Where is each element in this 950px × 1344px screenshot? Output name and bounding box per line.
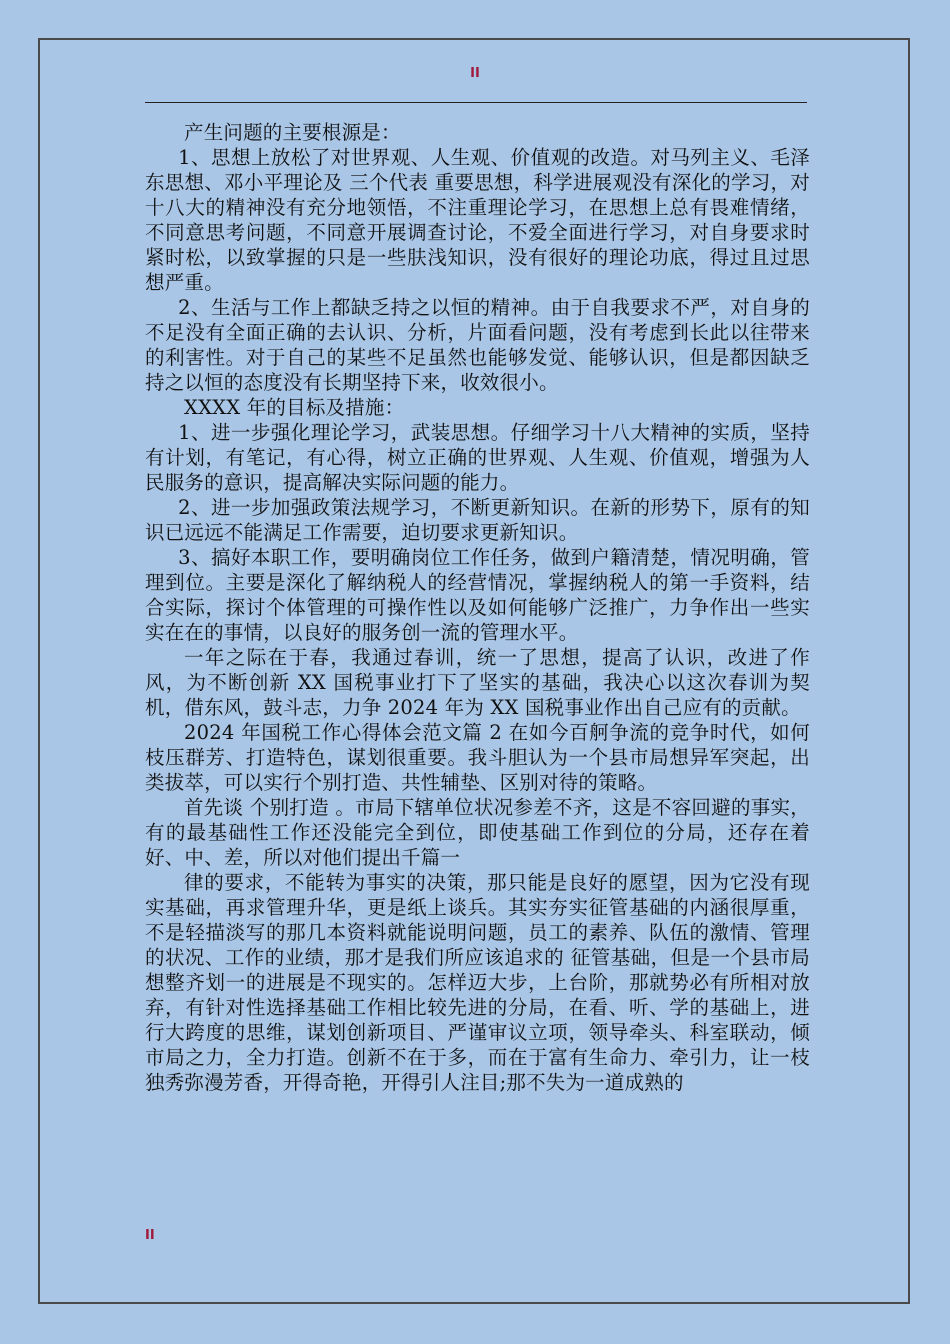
paragraph-article-2-intro: 2024 年国税工作心得体会范文篇 2 在如今百舸争流的竞争时代，如何枝压群芳、打造特色，谋划很重要。我斗胆认为一个县市局想异军突起，出类拔萃，可以实行个别打造、共性辅垫、区别对待的策略。: [145, 721, 810, 794]
paragraph-root-causes-heading: 产生问题的主要根源是：: [184, 121, 401, 144]
document-body: [145, 120, 810, 1095]
paragraph-continuation: 律的要求，不能转为事实的决策，那只能是良好的愿望，因为它没有现实基础，再求管理升华，更是纸上谈兵。其实夯实征管基础的内涵很厚重，不是轻描淡写的那几本资料就能说明问题，员工的素养、队伍的激情、管理的状况、工作的业绩，那才是我们所应该追求的 征管基础，但是一个县市局想整齐划一的进展是不现实的。怎样迈大步，上台阶，那就势必有所相对放弃，有针对性选择基础工作相比较先进的分局，在看、听、学的基础上，进行大跨度的思维，谋划创新项目、严谨审议立项，领导牵头、科室联动，倾市局之力，全力打造。创新不在于多，而在于富有生命力、牵引力，让一枝独秀弥漫芳香，开得奇艳，开得引人注目;那不失为一道成熟的: [145, 871, 810, 1094]
paragraph-goal-3: 3、搞好本职工作，要明确岗位工作任务，做到户籍清楚，情况明确，管理到位。主要是深化了解纳税人的经营情况，掌握纳税人的第一手资料，结合实际，探讨个体管理的可操作性以及如何能够广泛推广，力争作出一些实实在在的事情，以良好的服务创一流的管理水平。: [145, 546, 810, 644]
paragraph-individual-building: 首先谈 个别打造 。市局下辖单位状况参差不齐，这是不容回避的事实，有的最基础性工作还没能完全到位，即使基础工作到位的分局，还存在着好、中、差，所以对他们提出千篇一: [145, 796, 810, 869]
paragraph-cause-2: 2、生活与工作上都缺乏持之以恒的精神。由于自我要求不严，对自身的不足没有全面正确的去认识、分析，片面看问题，没有考虑到长此以往带来的利害性。对于自己的某些不足虽然也能够发觉、能够认识，但是都因缺乏持之以恒的态度没有长期坚持下来，收效很小。: [145, 296, 810, 394]
footer-mark: II: [145, 1228, 155, 1243]
paragraph-goal-2: 2、进一步加强政策法规学习，不断更新知识。在新的形势下，原有的知识已远远不能满足工作需要，迫切要求更新知识。: [145, 496, 810, 544]
header-mark: II: [470, 66, 480, 81]
header-rule: [145, 102, 807, 103]
paragraph-goal-1: 1、进一步强化理论学习，武装思想。仔细学习十八大精神的实质，坚持有计划，有笔记，有心得，树立正确的世界观、人生观、价值观，增强为人民服务的意识，提高解决实际问题的能力。: [145, 421, 810, 494]
paragraph-goals-heading: XXXX 年的目标及措施：: [184, 396, 405, 419]
paragraph-spring-training: 一年之际在于春，我通过春训，统一了思想，提高了认识，改进了作风，为不断创新 XX 国税事业打下了坚实的基础，我决心以这次春训为契机，借东风，鼓斗志，力争 2024 年为 XX 国税事业作出自己应有的贡献。: [145, 646, 810, 719]
paragraph-cause-1: 1、思想上放松了对世界观、人生观、价值观的改造。对马列主义、毛泽东思想、邓小平理论及 三个代表 重要思想，科学进展观没有深化的学习，对十八大的精神没有充分地领悟，不注重理论学习，在思想上总有畏难情绪，不同意思考问题，不同意开展调查讨论，不爱全面进行学习，对自身要求时紧时松，以致掌握的只是一些肤浅知识，没有很好的理论功底，得过且过思想严重。: [145, 146, 810, 294]
